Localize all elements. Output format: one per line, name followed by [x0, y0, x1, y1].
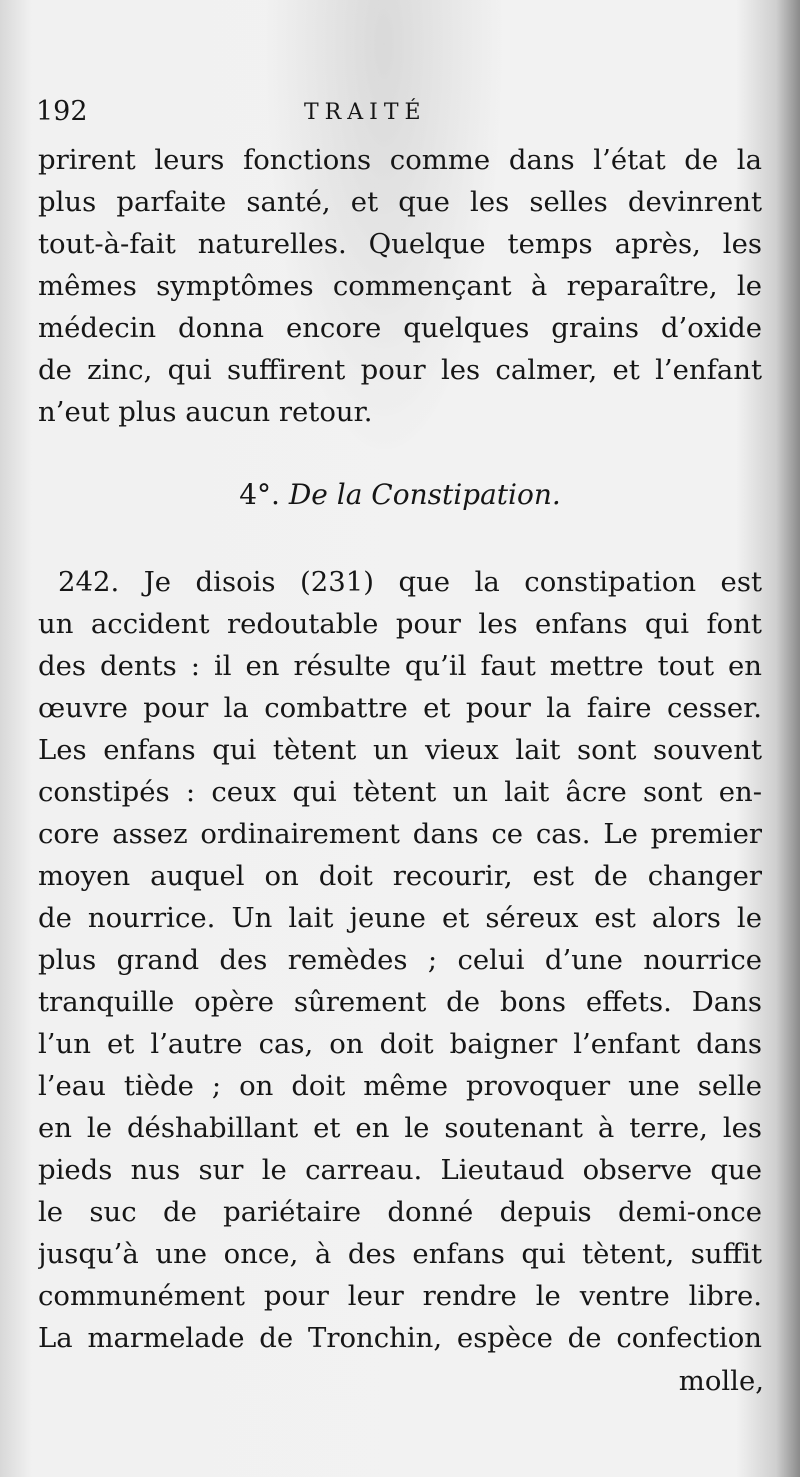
text-line: prirent leurs fonctions comme dans l’état de la [38, 144, 762, 176]
paragraph-continuation [38, 139, 762, 433]
text-line: constipés : ceux qui tètent un lait âcre sont en- [38, 776, 762, 808]
text-line: La marmelade de Tronchin, espèce de confection [38, 1322, 762, 1354]
text-line: de nourrice. Un lait jeune et séreux est alors le [38, 902, 762, 934]
text-line: pieds nus sur le carreau. Lieutaud observe que [38, 1154, 762, 1186]
text-line: tranquille opère sûrement de bons effets. Dans [38, 986, 762, 1018]
text-line: l’eau tiède ; on doit même provoquer une selle [38, 1070, 762, 1102]
text-line: des dents : il en résulte qu’il faut mettre tout en [38, 650, 762, 682]
text-line: un accident redoutable pour les enfans qui font [38, 608, 762, 640]
text-line: l’un et l’autre cas, on doit baigner l’enfant dans [38, 1028, 762, 1060]
text-line: plus grand des remèdes ; celui d’une nourrice [38, 944, 762, 976]
text-line: en le déshabillant et en le soutenant à terre, les [38, 1112, 762, 1144]
page-number: 192 [36, 96, 88, 127]
text-line: Les enfans qui tètent un vieux lait sont souvent [38, 734, 762, 766]
text-line: de zinc, qui suffirent pour les calmer, et l’enfant [38, 354, 762, 386]
catchword: molle, [678, 1365, 764, 1397]
text-line: médecin donna encore quelques grains d’oxide [38, 312, 762, 344]
text-line: 242. Je disois (231) que la constipation est [58, 566, 762, 598]
text-line: tout-à-fait naturelles. Quelque temps après, les [38, 228, 762, 260]
running-title: TRAITÉ [304, 100, 427, 125]
running-head [36, 96, 756, 136]
text-line: moyen auquel on doit recourir, est de changer [38, 860, 762, 892]
text-line: le suc de pariétaire donné depuis demi-once [38, 1196, 762, 1228]
text-line: core assez ordinairement dans ce cas. Le premier [38, 818, 762, 850]
paragraph-242 [38, 561, 762, 1359]
text-line: plus parfaite santé, et que les selles devinrent [38, 186, 762, 218]
section-number: 4°. [239, 478, 280, 511]
text-line: œuvre pour la combattre et pour la faire cesser. [38, 692, 762, 724]
text-line: communément pour leur rendre le ventre libre. [38, 1280, 762, 1312]
text-line: mêmes symptômes commençant à reparaître, le [38, 270, 762, 302]
section-title: De la Constipation. [288, 478, 561, 511]
text-line: n’eut plus aucun retour. [38, 396, 373, 428]
text-line: jusqu’à une once, à des enfans qui tètent, suffit [38, 1238, 762, 1270]
section-heading [0, 478, 800, 511]
